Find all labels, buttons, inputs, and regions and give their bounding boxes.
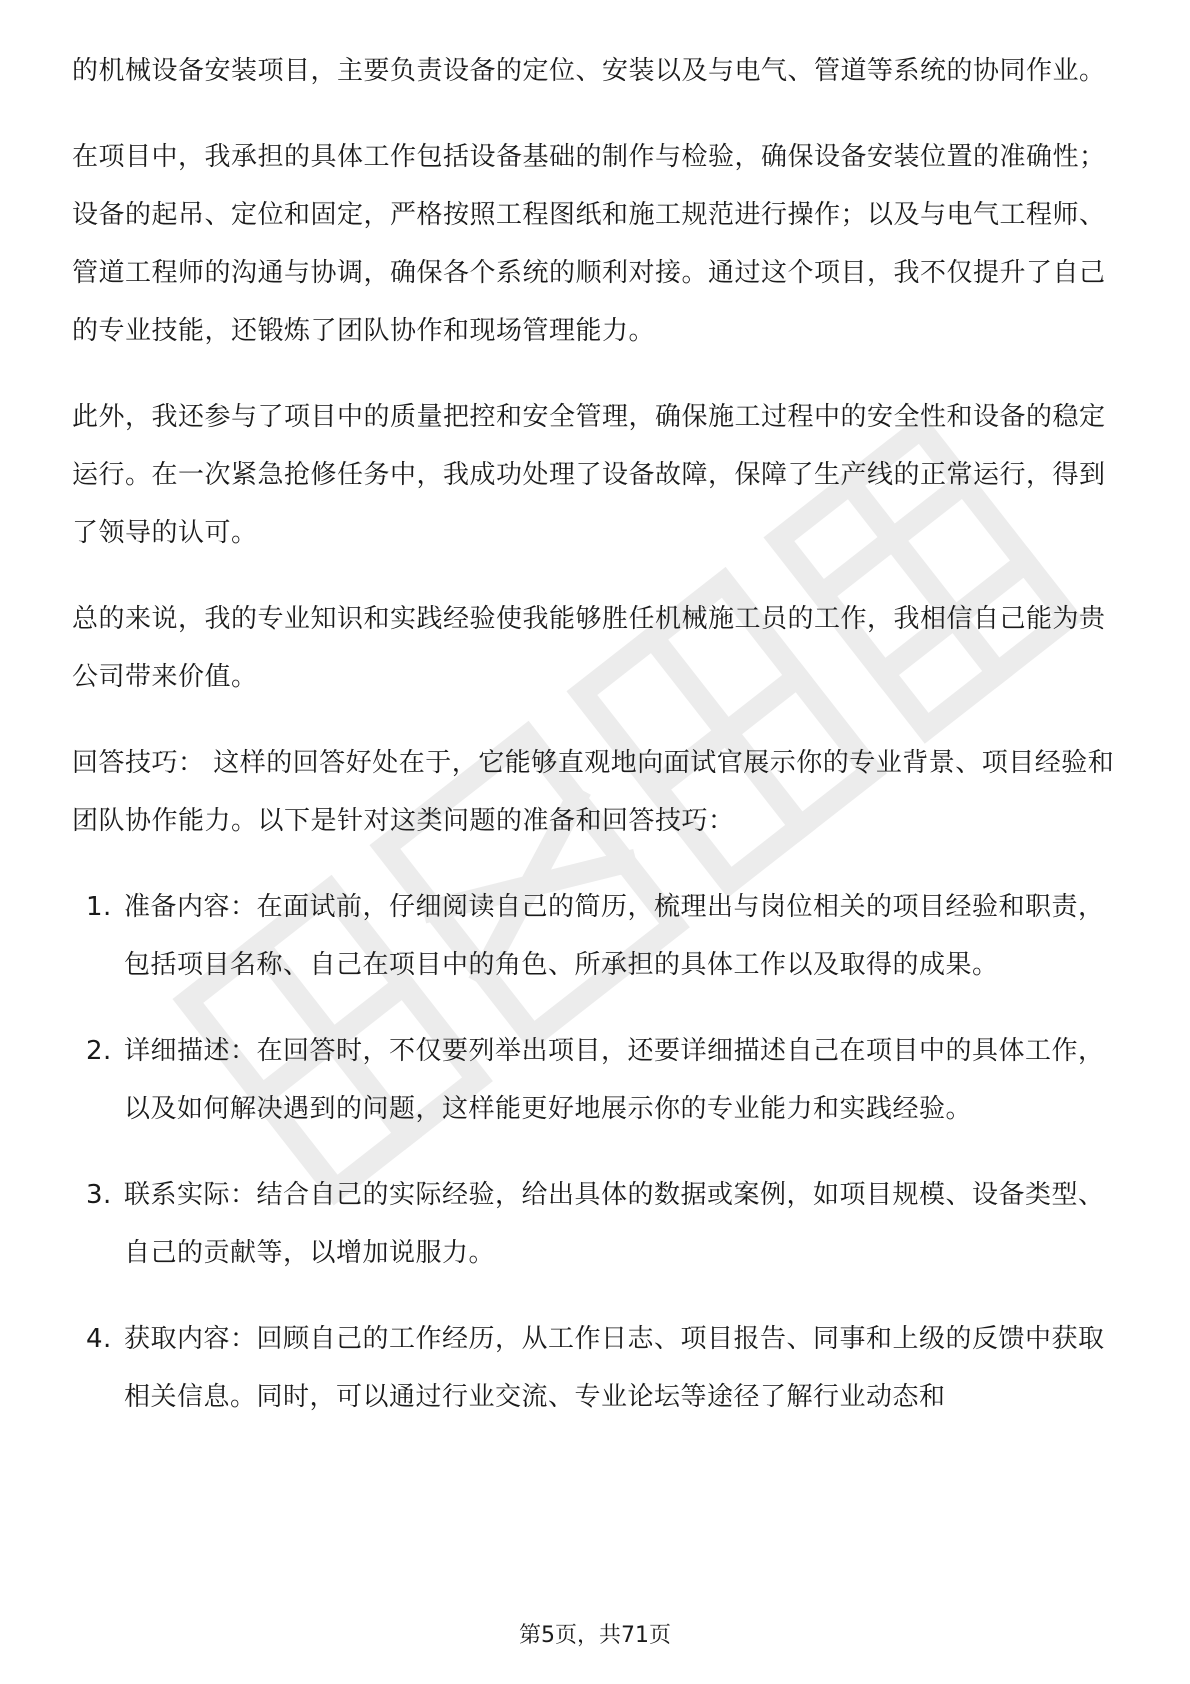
list-item-number: 4. — [86, 1324, 112, 1354]
list-item-text: 详细描述：在回答时，不仅要列举出项目，还要详细描述自己在项目中的具体工作，以及如何解决遇到的问题，这样能更好地展示你的专业能力和实践经验。 — [124, 1036, 1105, 1124]
list-item-number: 3. — [86, 1180, 112, 1210]
page-number-footer: 第5页，共71页 — [519, 1623, 671, 1648]
list-item — [72, 1166, 1122, 1282]
list-item — [72, 1310, 1122, 1426]
paragraph: 总的来说，我的专业知识和实践经验使我能够胜任机械施工员的工作，我相信自己能为贵公司带来价值。 — [72, 604, 1106, 692]
list-item-number: 2. — [86, 1036, 112, 1066]
tips-intro-paragraph: 回答技巧： 这样的回答好处在于，它能够直观地向面试官展示你的专业背景、项目经验和团队协作能力。以下是针对这类问题的准备和回答技巧： — [72, 748, 1115, 836]
paragraph: 在项目中，我承担的具体工作包括设备基础的制作与检验，确保设备安装位置的准确性；设备的起吊、定位和固定，严格按照工程图纸和施工规范进行操作；以及与电气工程师、管道工程师的沟通与协调，确保各个系统的顺利对接。通过这个项目，我不仅提升了自己的专业技能，还锻炼了团队协作和现场管理能力。 — [72, 142, 1106, 346]
main-content — [72, 42, 1122, 1454]
list-item-number: 1. — [86, 892, 112, 922]
list-item-text: 联系实际：结合自己的实际经验，给出具体的数据或案例，如项目规模、设备类型、自己的贡献等，以增加说服力。 — [124, 1180, 1105, 1268]
list-item — [72, 1022, 1122, 1138]
list-item-text: 准备内容：在面试前，仔细阅读自己的简历，梳理出与岗位相关的项目经验和职责，包括项目名称、自己在项目中的角色、所承担的具体工作以及取得的成果。 — [124, 892, 1105, 980]
paragraph: 的机械设备安装项目，主要负责设备的定位、安装以及与电气、管道等系统的协同作业。 — [72, 56, 1106, 86]
tips-list — [72, 878, 1122, 1426]
list-item — [72, 878, 1122, 994]
list-item-text: 获取内容：回顾自己的工作经历，从工作日志、项目报告、同事和上级的反馈中获取相关信息。同时，可以通过行业交流、专业论坛等途径了解行业动态和 — [124, 1324, 1105, 1412]
paragraph: 此外，我还参与了项目中的质量把控和安全管理，确保施工过程中的安全性和设备的稳定运行。在一次紧急抢修任务中，我成功处理了设备故障，保障了生产线的正常运行，得到了领导的认可。 — [72, 402, 1106, 548]
